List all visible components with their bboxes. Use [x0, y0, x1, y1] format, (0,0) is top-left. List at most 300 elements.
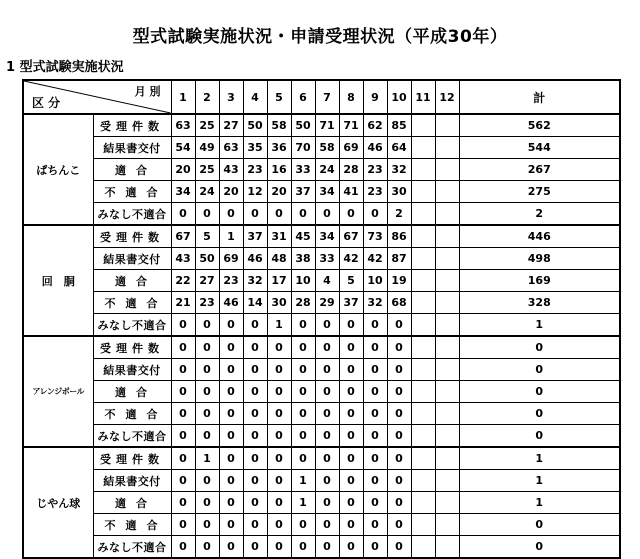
table-row	[23, 536, 620, 559]
value-cell: 0	[387, 470, 411, 492]
value-cell: 0	[195, 470, 219, 492]
value-cell: 27	[195, 270, 219, 292]
total-cell: 1	[459, 492, 620, 514]
value-cell: 70	[291, 137, 315, 159]
value-cell: 37	[339, 292, 363, 314]
value-cell: 5	[195, 225, 219, 248]
value-cell: 17	[267, 270, 291, 292]
value-cell	[411, 381, 435, 403]
value-cell: 2	[387, 203, 411, 226]
value-cell: 0	[339, 447, 363, 470]
value-cell: 0	[219, 447, 243, 470]
header-row	[23, 80, 620, 114]
value-cell: 0	[267, 514, 291, 536]
value-cell: 0	[219, 314, 243, 337]
value-cell: 0	[267, 425, 291, 448]
test-status-table	[22, 79, 621, 559]
value-cell: 23	[195, 292, 219, 314]
value-cell: 71	[339, 114, 363, 137]
month-axis-label: 月 別	[134, 85, 161, 98]
value-cell: 0	[363, 336, 387, 359]
row-label: みなし不適合	[93, 536, 171, 559]
group-label: アレンジボール	[23, 336, 93, 447]
group-label: じやん球	[23, 447, 93, 558]
value-cell: 46	[219, 292, 243, 314]
value-cell: 0	[171, 403, 195, 425]
value-cell	[435, 447, 459, 470]
value-cell: 0	[219, 359, 243, 381]
value-cell	[411, 270, 435, 292]
total-cell: 544	[459, 137, 620, 159]
value-cell: 0	[339, 514, 363, 536]
value-cell: 0	[315, 470, 339, 492]
value-cell: 38	[291, 248, 315, 270]
value-cell: 58	[267, 114, 291, 137]
row-label: みなし不適合	[93, 203, 171, 226]
value-cell: 0	[291, 203, 315, 226]
value-cell	[435, 492, 459, 514]
value-cell	[411, 536, 435, 559]
value-cell: 0	[195, 381, 219, 403]
value-cell: 0	[315, 381, 339, 403]
month-header: 9	[363, 80, 387, 114]
value-cell: 0	[315, 403, 339, 425]
value-cell: 0	[291, 514, 315, 536]
value-cell: 0	[171, 314, 195, 337]
value-cell: 0	[171, 447, 195, 470]
value-cell	[435, 336, 459, 359]
value-cell: 0	[219, 203, 243, 226]
value-cell: 0	[339, 203, 363, 226]
value-cell	[435, 181, 459, 203]
value-cell: 20	[171, 159, 195, 181]
month-header: 10	[387, 80, 411, 114]
row-label: 適合	[93, 270, 171, 292]
table-row	[23, 470, 620, 492]
value-cell: 20	[267, 181, 291, 203]
value-cell	[411, 181, 435, 203]
value-cell: 24	[315, 159, 339, 181]
value-cell	[411, 514, 435, 536]
row-label: 不適合	[93, 292, 171, 314]
value-cell: 0	[267, 381, 291, 403]
value-cell: 33	[291, 159, 315, 181]
value-cell: 29	[315, 292, 339, 314]
value-cell: 0	[219, 536, 243, 559]
value-cell: 1	[219, 225, 243, 248]
value-cell: 0	[219, 425, 243, 448]
value-cell: 69	[339, 137, 363, 159]
value-cell: 48	[267, 248, 291, 270]
value-cell: 1	[195, 447, 219, 470]
value-cell: 0	[363, 314, 387, 337]
value-cell: 21	[171, 292, 195, 314]
value-cell	[435, 403, 459, 425]
value-cell: 1	[267, 314, 291, 337]
total-cell: 1	[459, 314, 620, 337]
value-cell: 0	[363, 447, 387, 470]
value-cell	[411, 225, 435, 248]
value-cell: 31	[267, 225, 291, 248]
value-cell: 0	[267, 203, 291, 226]
value-cell	[411, 159, 435, 181]
value-cell: 0	[387, 536, 411, 559]
total-cell: 1	[459, 470, 620, 492]
value-cell: 0	[243, 514, 267, 536]
value-cell: 0	[171, 492, 195, 514]
table-row	[23, 314, 620, 337]
value-cell: 0	[315, 336, 339, 359]
value-cell: 45	[291, 225, 315, 248]
value-cell: 0	[315, 492, 339, 514]
value-cell: 0	[291, 381, 315, 403]
value-cell: 16	[267, 159, 291, 181]
value-cell: 0	[363, 381, 387, 403]
table-row	[23, 425, 620, 448]
value-cell	[435, 359, 459, 381]
table-row	[23, 447, 620, 470]
value-cell	[411, 403, 435, 425]
table-row	[23, 359, 620, 381]
value-cell: 0	[387, 447, 411, 470]
table-row	[23, 114, 620, 137]
value-cell	[411, 314, 435, 337]
value-cell: 20	[219, 181, 243, 203]
value-cell: 0	[243, 203, 267, 226]
category-axis-label: 区 分	[32, 96, 61, 110]
total-cell: 0	[459, 359, 620, 381]
value-cell: 14	[243, 292, 267, 314]
row-label: 受理件数	[93, 114, 171, 137]
value-cell	[435, 425, 459, 448]
row-label: 適合	[93, 381, 171, 403]
value-cell	[435, 203, 459, 226]
value-cell: 0	[171, 381, 195, 403]
value-cell: 0	[267, 536, 291, 559]
row-label: 不適合	[93, 514, 171, 536]
value-cell	[435, 248, 459, 270]
value-cell: 0	[195, 514, 219, 536]
value-cell	[411, 248, 435, 270]
row-label: 適合	[93, 492, 171, 514]
month-header: 4	[243, 80, 267, 114]
value-cell: 25	[195, 159, 219, 181]
value-cell: 27	[219, 114, 243, 137]
value-cell: 37	[243, 225, 267, 248]
table-row	[23, 403, 620, 425]
total-cell: 1	[459, 447, 620, 470]
value-cell: 12	[243, 181, 267, 203]
value-cell: 30	[387, 181, 411, 203]
value-cell: 0	[219, 403, 243, 425]
value-cell: 0	[363, 359, 387, 381]
value-cell: 0	[363, 514, 387, 536]
value-cell: 0	[195, 403, 219, 425]
table-row	[23, 225, 620, 248]
value-cell: 32	[387, 159, 411, 181]
value-cell: 62	[363, 114, 387, 137]
value-cell: 0	[363, 425, 387, 448]
value-cell: 0	[387, 514, 411, 536]
month-header: 11	[411, 80, 435, 114]
value-cell: 10	[291, 270, 315, 292]
row-label: 結果書交付	[93, 248, 171, 270]
section-heading: 1 型式試験実施状況	[6, 60, 124, 75]
value-cell: 25	[195, 114, 219, 137]
value-cell: 58	[315, 137, 339, 159]
value-cell: 68	[387, 292, 411, 314]
table-row	[23, 514, 620, 536]
value-cell: 34	[315, 225, 339, 248]
header-corner-cell	[23, 80, 171, 114]
row-label: 不適合	[93, 181, 171, 203]
value-cell: 0	[195, 203, 219, 226]
value-cell: 85	[387, 114, 411, 137]
total-cell: 267	[459, 159, 620, 181]
value-cell: 87	[387, 248, 411, 270]
value-cell: 23	[363, 159, 387, 181]
value-cell	[435, 381, 459, 403]
row-label: 結果書交付	[93, 359, 171, 381]
value-cell	[411, 137, 435, 159]
value-cell: 24	[195, 181, 219, 203]
value-cell: 10	[363, 270, 387, 292]
value-cell: 0	[267, 470, 291, 492]
month-header: 2	[195, 80, 219, 114]
total-cell: 0	[459, 425, 620, 448]
value-cell: 0	[291, 359, 315, 381]
value-cell: 28	[339, 159, 363, 181]
value-cell: 0	[243, 336, 267, 359]
value-cell: 43	[219, 159, 243, 181]
month-header: 3	[219, 80, 243, 114]
value-cell: 46	[363, 137, 387, 159]
value-cell: 0	[195, 314, 219, 337]
value-cell: 0	[195, 359, 219, 381]
value-cell: 0	[195, 336, 219, 359]
value-cell: 67	[339, 225, 363, 248]
month-header: 8	[339, 80, 363, 114]
table-row	[23, 181, 620, 203]
value-cell: 0	[315, 203, 339, 226]
value-cell: 0	[339, 359, 363, 381]
value-cell: 0	[387, 336, 411, 359]
value-cell: 0	[267, 359, 291, 381]
total-cell: 0	[459, 403, 620, 425]
value-cell: 4	[315, 270, 339, 292]
value-cell: 0	[339, 536, 363, 559]
page-title: 型式試験実施状況・申請受理状況（平成30年）	[132, 27, 508, 47]
value-cell: 0	[219, 514, 243, 536]
value-cell: 1	[291, 470, 315, 492]
value-cell: 0	[339, 492, 363, 514]
value-cell: 0	[219, 381, 243, 403]
table-row	[23, 292, 620, 314]
value-cell: 0	[171, 536, 195, 559]
total-cell: 0	[459, 536, 620, 559]
value-cell: 0	[171, 203, 195, 226]
value-cell: 41	[339, 181, 363, 203]
value-cell: 0	[363, 492, 387, 514]
value-cell: 32	[243, 270, 267, 292]
value-cell	[435, 292, 459, 314]
value-cell: 0	[291, 425, 315, 448]
total-cell: 169	[459, 270, 620, 292]
value-cell: 50	[291, 114, 315, 137]
value-cell: 0	[243, 447, 267, 470]
table-row	[23, 248, 620, 270]
value-cell: 67	[171, 225, 195, 248]
row-label: 受理件数	[93, 225, 171, 248]
total-cell: 0	[459, 336, 620, 359]
total-cell: 0	[459, 514, 620, 536]
table-row	[23, 137, 620, 159]
value-cell: 0	[363, 203, 387, 226]
value-cell: 0	[339, 314, 363, 337]
table-row	[23, 203, 620, 226]
value-cell: 0	[387, 314, 411, 337]
month-header: 5	[267, 80, 291, 114]
value-cell: 5	[339, 270, 363, 292]
value-cell	[411, 470, 435, 492]
value-cell: 0	[219, 492, 243, 514]
value-cell: 0	[243, 470, 267, 492]
total-cell: 446	[459, 225, 620, 248]
row-label: 受理件数	[93, 336, 171, 359]
value-cell: 37	[291, 181, 315, 203]
table-row	[23, 336, 620, 359]
value-cell: 0	[363, 536, 387, 559]
value-cell	[435, 114, 459, 137]
value-cell: 0	[387, 425, 411, 448]
value-cell: 0	[291, 536, 315, 559]
value-cell	[435, 159, 459, 181]
value-cell: 0	[387, 359, 411, 381]
value-cell	[435, 225, 459, 248]
value-cell	[411, 359, 435, 381]
value-cell: 0	[243, 403, 267, 425]
table-row	[23, 270, 620, 292]
value-cell: 64	[387, 137, 411, 159]
value-cell	[435, 514, 459, 536]
value-cell: 54	[171, 137, 195, 159]
value-cell: 0	[171, 359, 195, 381]
value-cell: 50	[243, 114, 267, 137]
row-label: 適合	[93, 159, 171, 181]
row-label: 受理件数	[93, 447, 171, 470]
value-cell: 36	[267, 137, 291, 159]
value-cell: 0	[219, 470, 243, 492]
total-cell: 2	[459, 203, 620, 226]
value-cell: 0	[339, 470, 363, 492]
row-label: 結果書交付	[93, 137, 171, 159]
total-cell: 498	[459, 248, 620, 270]
value-cell: 35	[243, 137, 267, 159]
value-cell: 0	[267, 447, 291, 470]
value-cell: 0	[339, 381, 363, 403]
group-label: 回 胴	[23, 225, 93, 336]
value-cell: 0	[387, 381, 411, 403]
value-cell: 19	[387, 270, 411, 292]
value-cell: 50	[195, 248, 219, 270]
value-cell: 0	[243, 536, 267, 559]
value-cell: 0	[363, 403, 387, 425]
total-cell: 562	[459, 114, 620, 137]
value-cell: 0	[243, 314, 267, 337]
value-cell: 34	[315, 181, 339, 203]
value-cell: 0	[195, 536, 219, 559]
total-cell: 0	[459, 381, 620, 403]
value-cell	[411, 447, 435, 470]
value-cell: 0	[195, 425, 219, 448]
value-cell	[435, 470, 459, 492]
value-cell	[435, 314, 459, 337]
value-cell: 0	[171, 425, 195, 448]
value-cell: 43	[171, 248, 195, 270]
value-cell: 0	[267, 492, 291, 514]
row-label: みなし不適合	[93, 314, 171, 337]
month-header: 6	[291, 80, 315, 114]
value-cell: 0	[339, 425, 363, 448]
total-header: 計	[459, 80, 620, 114]
value-cell: 23	[243, 159, 267, 181]
value-cell: 23	[363, 181, 387, 203]
value-cell: 63	[219, 137, 243, 159]
value-cell	[411, 203, 435, 226]
value-cell	[411, 292, 435, 314]
value-cell: 0	[387, 492, 411, 514]
value-cell: 46	[243, 248, 267, 270]
month-header: 12	[435, 80, 459, 114]
value-cell: 22	[171, 270, 195, 292]
value-cell: 0	[219, 336, 243, 359]
value-cell: 0	[243, 359, 267, 381]
value-cell	[411, 114, 435, 137]
value-cell: 42	[339, 248, 363, 270]
month-header: 1	[171, 80, 195, 114]
total-cell: 328	[459, 292, 620, 314]
value-cell: 63	[171, 114, 195, 137]
value-cell: 0	[243, 381, 267, 403]
value-cell: 71	[315, 114, 339, 137]
value-cell: 0	[315, 425, 339, 448]
value-cell: 73	[363, 225, 387, 248]
value-cell: 23	[219, 270, 243, 292]
value-cell: 0	[315, 314, 339, 337]
value-cell: 28	[291, 292, 315, 314]
value-cell: 0	[363, 470, 387, 492]
table-row	[23, 381, 620, 403]
value-cell	[435, 137, 459, 159]
total-cell: 275	[459, 181, 620, 203]
group-label: ぱちんこ	[23, 114, 93, 225]
value-cell	[411, 425, 435, 448]
value-cell	[435, 270, 459, 292]
value-cell: 1	[291, 492, 315, 514]
row-label: みなし不適合	[93, 425, 171, 448]
value-cell: 0	[171, 470, 195, 492]
row-label: 結果書交付	[93, 470, 171, 492]
value-cell: 0	[339, 336, 363, 359]
value-cell: 42	[363, 248, 387, 270]
month-header: 7	[315, 80, 339, 114]
value-cell: 0	[171, 514, 195, 536]
value-cell: 30	[267, 292, 291, 314]
row-label: 不適合	[93, 403, 171, 425]
value-cell: 49	[195, 137, 219, 159]
value-cell: 69	[219, 248, 243, 270]
value-cell: 0	[291, 336, 315, 359]
